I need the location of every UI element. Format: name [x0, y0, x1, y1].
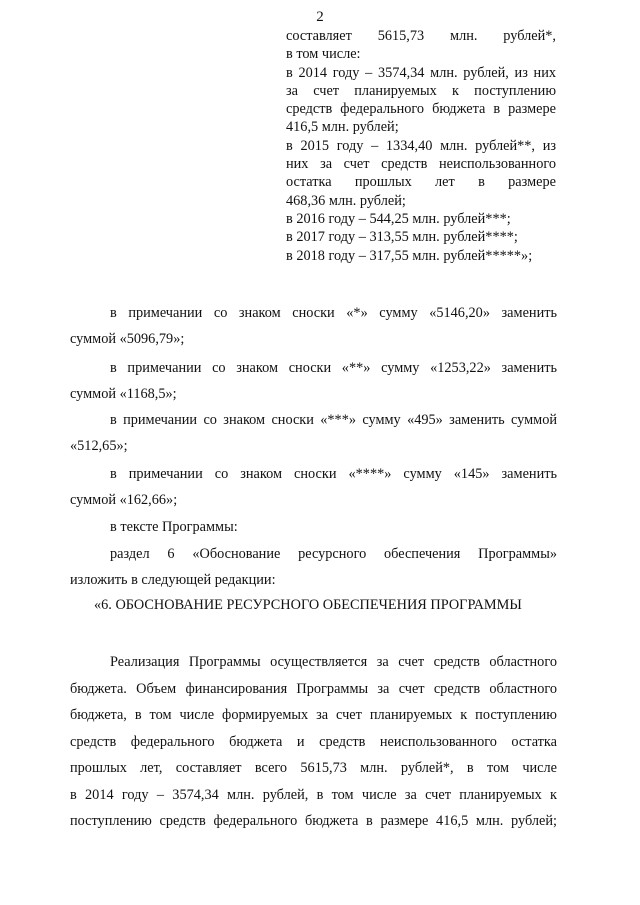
- note-line: в примечании со знаком сноски «*» сумму «5146,20» заменить: [110, 305, 557, 321]
- note-line: в примечании со знаком сноски «****» сумму «145» заменить: [110, 466, 557, 482]
- financing-line: в том числе:: [286, 46, 361, 63]
- note-line: суммой «162,66»;: [70, 492, 178, 508]
- note-line: в примечании со знаком сноски «**» сумму «1253,22» заменить: [110, 360, 557, 376]
- note-paragraph: [70, 407, 557, 459]
- body-paragraph: [70, 649, 557, 835]
- financing-line: за счет планируемых к поступлению: [286, 82, 556, 99]
- section-paragraph: [70, 541, 557, 593]
- note-line: «512,65»;: [70, 438, 128, 454]
- financing-line: в 2016 году – 544,25 млн. рублей***;: [286, 210, 511, 227]
- section-heading: «6. ОБОСНОВАНИЕ РЕСУРСНОГО ОБЕСПЕЧЕНИЯ ПРОГРАММЫ: [94, 597, 522, 613]
- note-line: суммой «1168,5»;: [70, 386, 177, 402]
- note-paragraph: [70, 355, 557, 407]
- body-line: Реализация Программы осуществляется за счет средств областного: [110, 654, 557, 670]
- body-line: в 2014 году – 3574,34 млн. рублей, в том числе за счет планируемых к: [70, 786, 557, 803]
- body-line: бюджета, в том числе формируемых за счет планируемых к поступлению: [70, 707, 557, 723]
- financing-line: остатка прошлых лет в размере: [286, 174, 556, 191]
- financing-line: в 2015 году – 1334,40 млн. рублей**, из: [286, 137, 556, 154]
- note-line: в примечании со знаком сноски «***» сумму «495» заменить суммой: [110, 412, 557, 428]
- financing-line: в 2018 году – 317,55 млн. рублей*****»;: [286, 247, 533, 264]
- section-line: изложить в следующей редакции:: [70, 572, 276, 588]
- financing-line: средств федерального бюджета в размере: [286, 101, 556, 118]
- program-text-label: в тексте Программы:: [110, 519, 238, 535]
- section-line: раздел 6 «Обоснование ресурсного обеспечения Программы»: [110, 546, 557, 562]
- financing-line: в 2014 году – 3574,34 млн. рублей, из них: [286, 64, 556, 81]
- program-text-paragraph: [70, 514, 557, 540]
- body-line: прошлых лет, составляет всего 5615,73 млн. рублей*, в том числе: [70, 760, 557, 776]
- body-line: поступлению средств федерального бюджета в размере 416,5 млн. рублей;: [70, 813, 557, 829]
- body-line: бюджета. Объем финансирования Программы за счет средств областного: [70, 680, 557, 697]
- financing-line: в 2017 году – 313,55 млн. рублей****;: [286, 229, 518, 246]
- note-paragraph: [70, 461, 557, 513]
- note-line: суммой «5096,79»;: [70, 331, 185, 347]
- financing-line: составляет 5615,73 млн. рублей*,: [286, 28, 556, 44]
- financing-line: 468,36 млн. рублей;: [286, 192, 406, 209]
- note-paragraph: [70, 300, 557, 352]
- page-number: 2: [316, 9, 324, 25]
- financing-line: 416,5 млн. рублей;: [286, 119, 399, 136]
- financing-amounts-block: [286, 27, 556, 265]
- financing-line: них за счет средств неиспользованного: [286, 156, 556, 173]
- body-line: средств федерального бюджета и средств неиспользованного остатка: [70, 733, 557, 750]
